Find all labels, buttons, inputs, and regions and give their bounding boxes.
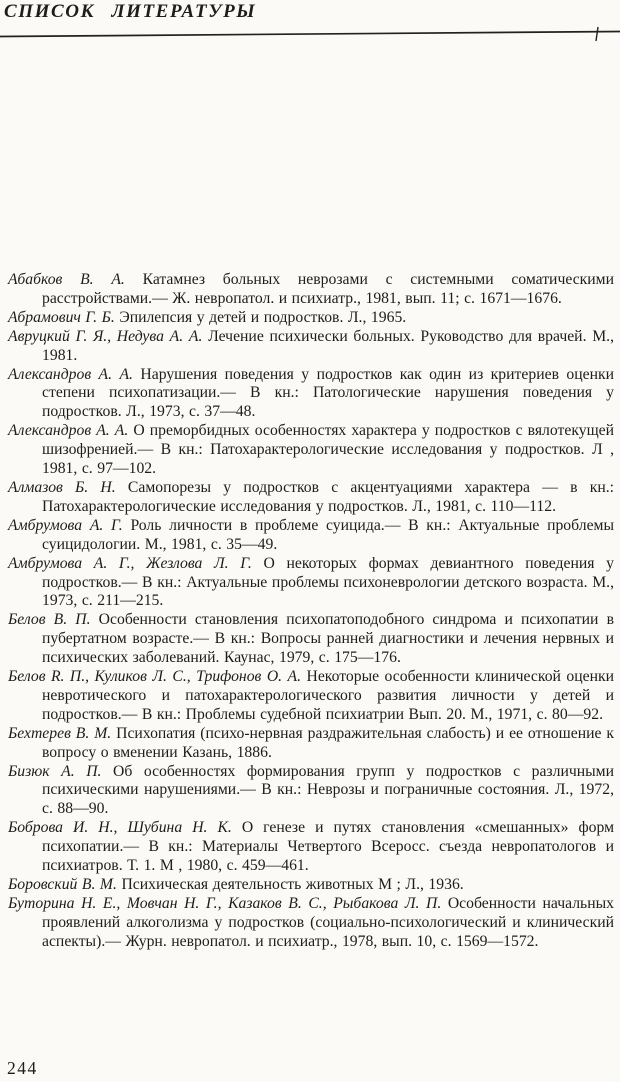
- bibliography-entry: [8, 555, 614, 612]
- entry-text: Психопатия (психо-нервная раздражительная слабость) и ее отношение к вопросу о вменении Казань, 1886.: [42, 724, 614, 761]
- entry-text: Катамнез больных неврозами с системными соматическими расстройствами.— Ж. невропатол. и психиатр., 1981, вып. 11; с. 1671—1676.: [42, 271, 614, 307]
- entry-text: Эпилепсия у детей и подростков. Л., 1965.: [114, 308, 407, 326]
- entry-text: Роль личности в проблеме суицида.— В кн.: Актуальные проблемы суицидологии. М., 1981, с. 35—49.: [42, 516, 614, 553]
- entry-authors: Белов В. П.: [8, 611, 91, 629]
- entry-authors: Боровский В. М.: [8, 876, 117, 893]
- entry-text: О преморбидных особенностях характера у подростков с вялотекущей шизофренией.— В кн.: Патохарактерологические исследования у подростков. Л , 1981, с. 97—102.: [42, 422, 615, 478]
- bibliography-entry: [8, 309, 614, 328]
- entry-authors: Белов R. П., Куликов Л. С., Трифонов О. А.: [8, 668, 302, 686]
- page-title: СПИСОК ЛИТЕРАТУРЫ: [4, 1, 257, 22]
- entry-authors: Амбрумова А. Г.: [8, 516, 123, 534]
- bibliography-entry: [8, 819, 614, 876]
- entry-authors: Александров А. А.: [8, 365, 133, 383]
- entry-text: Некоторые особенности клинической оценки невротического и патохарактерологического развития личности у детей и подростков.— В кн.: Проблемы судебной психиатрии Вып. 20. М., 1971, с. 80—92.: [42, 668, 614, 723]
- entry-text: Об особенностях формирования групп у подростков с различными психическими нарушениями.— В кн.: Неврозы и пограничные состояния. Л., 1972, с. 88—90.: [42, 762, 614, 818]
- bibliography-entry: [8, 668, 614, 725]
- bibliography-entry: [8, 422, 614, 479]
- entry-text: Нарушения поведения у подростков как один из критериев оценки степени психопатизации.— В кн.: Патологические нарушения поведения у подростков. Л., 1973, с. 37—48.: [42, 365, 615, 421]
- entry-authors: Боброва И. Н., Шубина Н. К.: [8, 819, 232, 837]
- entry-authors: Абрамович Г. Б.: [8, 308, 115, 326]
- bibliography-entry: [8, 725, 614, 763]
- entry-text: Лечение психически больных. Руководство для врачей. М., 1981.: [42, 327, 615, 364]
- entry-authors: Абабков В. А.: [8, 271, 125, 288]
- entry-authors: Александров А. А.: [8, 422, 129, 440]
- bibliography-entry: [8, 611, 614, 668]
- bibliography-entry: [8, 895, 614, 952]
- entry-text: Психическая деятельность животных М ; Л., 1936.: [116, 876, 464, 893]
- bibliography-list: [8, 271, 614, 952]
- entry-text: Особенности начальных проявлений алкоголизма у подростков (социально-психологический и клинический аспекты).— Журн. невропатол. и психиатр., 1978, вып. 10, с. 1569—1572.: [42, 894, 614, 950]
- bibliography-entry: [8, 328, 614, 366]
- header-rule: [0, 24, 620, 44]
- entry-authors: Амбрумова А. Г., Жезлова Л. Г.: [8, 554, 252, 572]
- bibliography-entry: [8, 876, 614, 895]
- entry-text: Самопорезы у подростков с акцентуациями характера — в кн.: Патохарактерологические исследования у подростков. Л., 1981, с. 110—112.: [42, 478, 614, 515]
- bibliography-entry: [8, 763, 614, 820]
- page-number: 244: [7, 1058, 38, 1078]
- entry-authors: Буторина Н. Е., Мовчан Н. Г., Казаков В. С., Рыбакова Л. П.: [8, 894, 442, 912]
- entry-authors: Алмазов Б. Н.: [8, 478, 116, 496]
- entry-text: О генезе и путях становления «смешанных» форм психопатии.— В кн.: Материалы Четвертого Всеросс. съезда невропатологов и психиатров. Т. 1. М , 1980, с. 459—461.: [42, 819, 614, 875]
- entry-authors: Бехтерев В. М.: [8, 724, 112, 742]
- bibliography-entry: [8, 366, 614, 423]
- bibliography-entry: [8, 479, 614, 517]
- entry-authors: Бизюк А. П.: [8, 762, 102, 780]
- entry-text: Особенности становления психопатоподобного синдрома и психопатии в пубертатном возрасте.— В кн.: Вопросы ранней диагностики и лечения нервных и психических заболеваний. Каунас, 1979, с. 175—176.: [42, 611, 614, 667]
- bibliography-entry: [8, 517, 614, 555]
- entry-text: О некоторых формах девиантного поведения у подростков.— В кн.: Актуальные проблемы психоневрологии детского возраста. М., 1973, с. 211—215.: [42, 554, 614, 610]
- entry-authors: Авруцкий Г. Я., Недува А. А.: [8, 327, 203, 345]
- bibliography-entry: [8, 271, 614, 309]
